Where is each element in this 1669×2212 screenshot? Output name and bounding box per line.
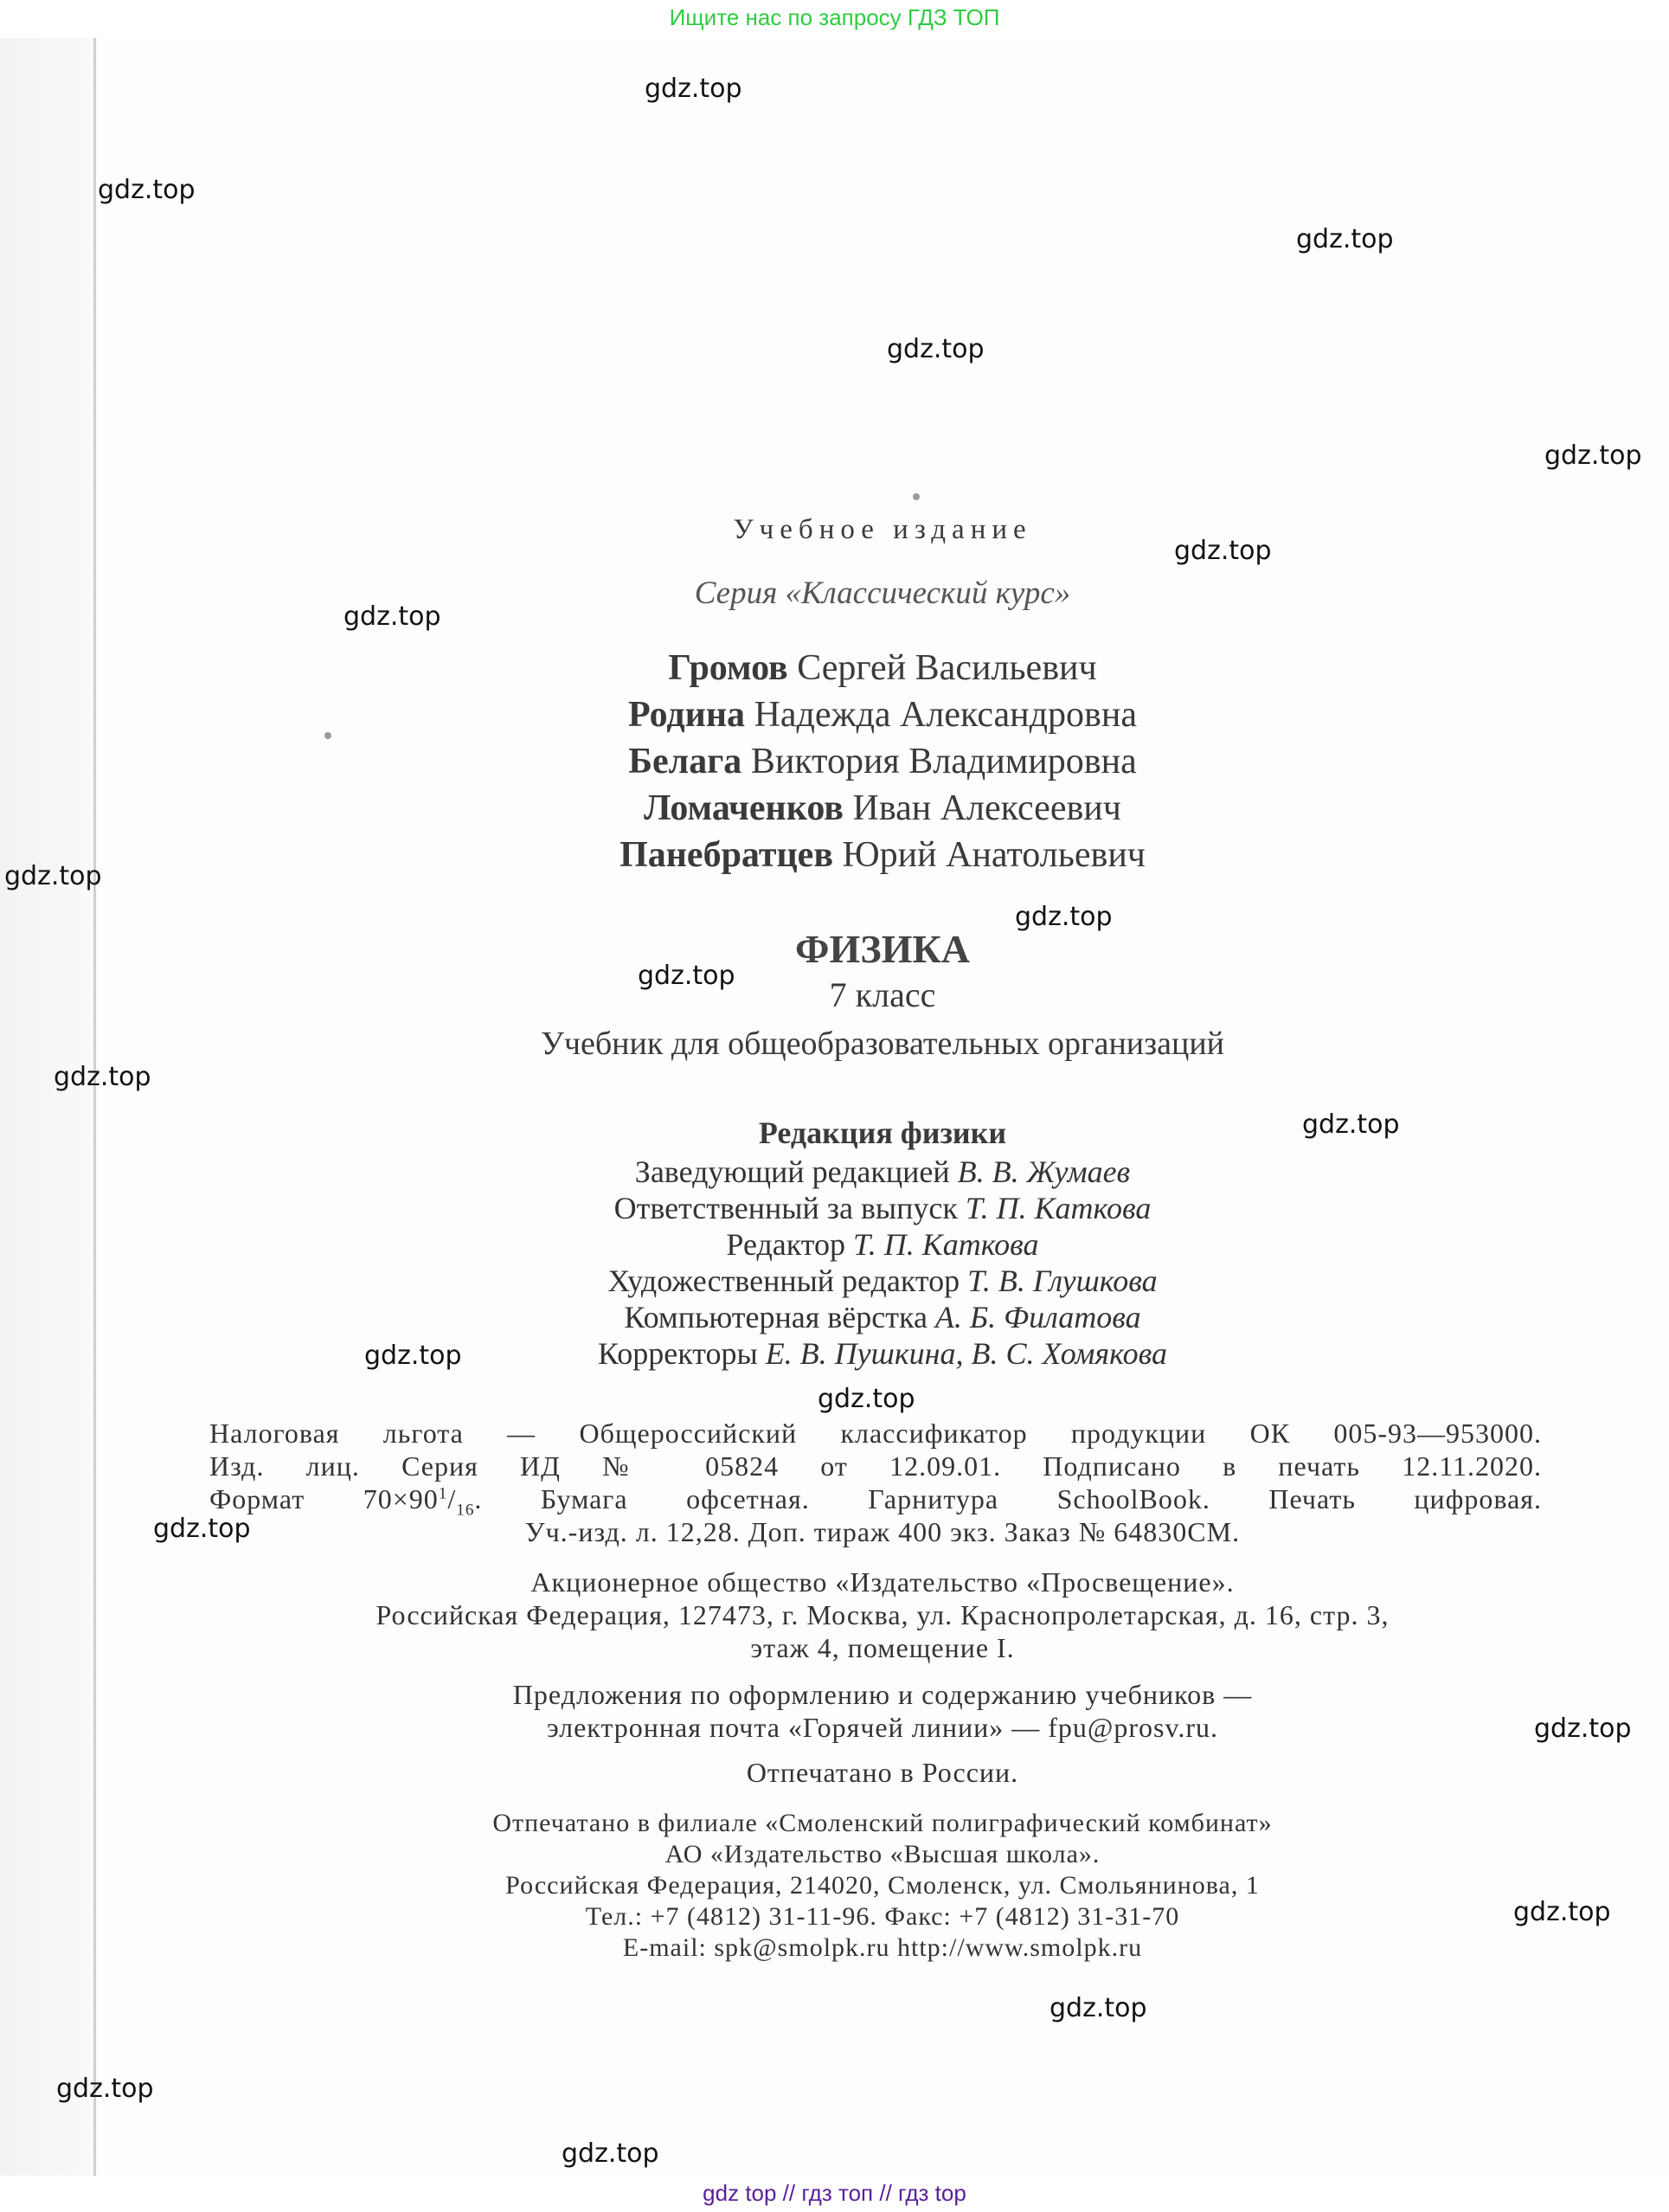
scan-speck	[913, 493, 920, 500]
publisher-line-3: этаж 4, помещение I.	[750, 1632, 1015, 1663]
watermark-text: gdz.top	[1544, 440, 1642, 471]
author-1: Громов Сергей Васильевич	[668, 648, 1097, 688]
watermark-text: gdz.top	[1050, 1993, 1147, 2023]
watermark-text: gdz.top	[1296, 224, 1394, 254]
imprint-line-1: Налоговая льгота — Общероссийский классификатор продукции ОК 005-93—953000.	[209, 1418, 1542, 1449]
suggestions-line-2: электронная почта «Горячей линии» — fpu@prosv.ru.	[546, 1712, 1219, 1743]
printer-line-1: Отпечатано в филиале «Смоленский полиграфический комбинат»	[492, 1809, 1273, 1837]
watermark-text: gdz.top	[364, 1341, 462, 1371]
staff-5: Компьютерная вёрстка А. Б. Филатова	[624, 1300, 1141, 1334]
printer-line-4: Тел.: +7 (4812) 31-11-96. Факс: +7 (4812) 31-31-70	[585, 1902, 1180, 1931]
bottom-banner[interactable]: gdz top // гдз топ // гдз top	[0, 2176, 1669, 2212]
staff-6: Корректоры Е. В. Пушкина, В. С. Хомякова	[598, 1336, 1167, 1371]
publisher-line-2: Российская Федерация, 127473, г. Москва, ул. Краснопролетарская, д. 16, стр. 3,	[376, 1599, 1390, 1630]
author-5: Панебратцев Юрий Анатольевич	[619, 835, 1146, 875]
watermark-text: gdz.top	[818, 1384, 915, 1414]
author-2: Родина Надежда Александровна	[628, 695, 1137, 735]
watermark-text: gdz.top	[1534, 1714, 1632, 1744]
watermark-text: gdz.top	[645, 74, 742, 104]
series-title: Серия «Классический курс»	[694, 576, 1071, 611]
top-banner[interactable]: Ищите нас по запросу ГДЗ ТОП	[0, 0, 1669, 38]
watermark-text: gdz.top	[1302, 1109, 1400, 1140]
printed-in-russia: Отпечатано в России.	[746, 1757, 1019, 1788]
watermark-text: gdz.top	[1513, 1897, 1611, 1927]
staff-3: Редактор Т. П. Каткова	[726, 1227, 1039, 1262]
watermark-text: gdz.top	[887, 334, 985, 364]
imprint-line-4: Уч.-изд. л. 12,28. Доп. тираж 400 экз. Заказ № 64830СМ.	[524, 1516, 1241, 1547]
book-title: ФИЗИКА	[795, 927, 970, 971]
author-3: Белага Виктория Владимировна	[628, 742, 1137, 781]
printer-line-5: E-mail: spk@smolpk.ru http://www.smolpk.ru	[622, 1933, 1143, 1962]
publisher-line-1: Акционерное общество «Издательство «Просвещение».	[530, 1566, 1235, 1598]
imprint-line-3: Формат $70\times 90^1/_{16}$. Бумага офсетная. Гарнитура SchoolBook. Печать цифровая.	[209, 1483, 1542, 1520]
edition-type: Учебное издание	[733, 514, 1032, 545]
book-subtitle: Учебник для общеобразовательных организаций	[540, 1026, 1225, 1062]
watermark-text: gdz.top	[153, 1514, 251, 1544]
printer-line-2: АО «Издательство «Высшая школа».	[664, 1840, 1101, 1868]
imprint-line-2: Изд. лиц. Серия ИД № 05824 от 12.09.01. Подписано в печать 12.11.2020.	[209, 1450, 1542, 1482]
watermark-text: gdz.top	[1174, 536, 1272, 566]
staff-1: Заведующий редакцией В. В. Жумаев	[634, 1154, 1131, 1189]
watermark-text: gdz.top	[56, 2074, 154, 2104]
watermark-text: gdz.top	[343, 601, 441, 632]
staff-4: Художественный редактор Т. В. Глушкова	[607, 1264, 1158, 1298]
watermark-text: gdz.top	[54, 1062, 151, 1092]
watermark-text: gdz.top	[98, 175, 196, 205]
staff-2: Ответственный за выпуск Т. П. Каткова	[613, 1191, 1152, 1225]
watermark-text: gdz.top	[562, 2138, 659, 2169]
book-grade: 7 класс	[829, 975, 936, 1014]
watermark-text: gdz.top	[4, 861, 102, 891]
watermark-text: gdz.top	[638, 961, 735, 991]
author-4: Ломаченков Иван Алексеевич	[644, 788, 1121, 828]
printer-line-3: Российская Федерация, 214020, Смоленск, ул. Смольянинова, 1	[505, 1871, 1260, 1900]
editorial-heading: Редакция физики	[758, 1116, 1007, 1150]
suggestions-line-1: Предложения по оформлению и содержанию учебников —	[512, 1679, 1253, 1710]
watermark-text: gdz.top	[1015, 902, 1113, 932]
